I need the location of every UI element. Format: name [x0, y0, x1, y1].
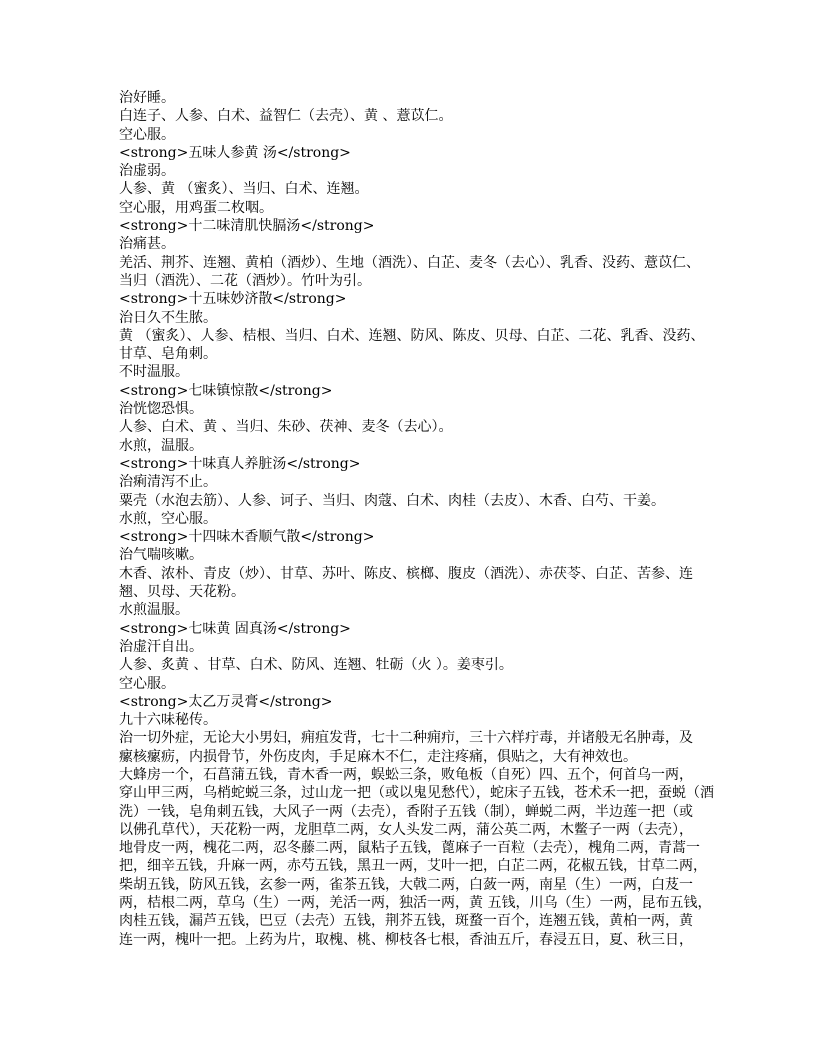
- text-line: <strong>五味人参黄 汤</strong>: [119, 144, 351, 161]
- text-line: 当归（酒洗）、二花（酒炒）。竹叶为引。: [119, 272, 371, 289]
- text-line: 人参、黄 （蜜炙）、当归、白术、连翘。: [119, 181, 369, 198]
- text-line: 治恍惚恐惧。: [119, 401, 203, 418]
- text-line: 治气喘咳嗽。: [119, 547, 203, 564]
- text-line: 粟壳（水泡去筋）、人参、诃子、当归、肉蔻、白术、肉桂（去皮）、木香、白芍、干姜。: [119, 492, 665, 509]
- text-line: 瘰核瘰疬，内损骨节，外伤皮肉，手足麻木不仁，走注疼痛，俱贴之，大有神效也。: [119, 748, 637, 765]
- text-line: 空心服，用鸡蛋二枚咽。: [119, 199, 273, 216]
- text-line: <strong>十五味妙济散</strong>: [119, 291, 347, 308]
- text-line: 九十六味秘传。: [119, 712, 217, 729]
- text-line: 柴胡五钱，防风五钱，玄参一两，雀茶五钱，大戟二两，白蔹一两，南星（生）一两，白芨一: [119, 876, 693, 893]
- text-line: <strong>十味真人养脏汤</strong>: [119, 455, 361, 472]
- text-line: 空心服。: [119, 126, 175, 143]
- text-line: <strong>十二味清肌快膈汤</strong>: [119, 218, 375, 235]
- text-line: 黄 （蜜炙）、人参、桔根、当归、白术、连翘、防风、陈皮、贝母、白芷、二花、乳香、没药、: [119, 327, 705, 344]
- document-page: [119, 89, 729, 949]
- text-line: 把，细辛五钱，升麻一两，赤芍五钱，黑丑一两，艾叶一把，白芷二两，花椒五钱，甘草二两，: [119, 858, 707, 875]
- text-line: 治痛甚。: [119, 236, 175, 253]
- text-line: 人参、白术、黄 、当归、朱砂、茯神、麦冬（去心）。: [119, 419, 453, 436]
- text-line: 木香、浓朴、青皮（炒）、甘草、苏叶、陈皮、槟榔、腹皮（酒洗）、赤茯苓、白芷、苦参、连: [119, 565, 693, 582]
- text-line: 以佛孔草代），天花粉一两，龙胆草二两，女人头发二两，蒲公英二两，木鳖子一两（去壳），: [119, 821, 693, 838]
- text-line: 羌活、荆芥、连翘、黄柏（酒炒）、生地（酒洗）、白芷、麦冬（去心）、乳香、没药、薏苡仁、: [119, 254, 700, 271]
- text-line: 治一切外症，无论大小男妇，痈疽发背，七十二种痈疖，三十六样疔毒，并诸般无名肿毒，及: [119, 730, 693, 747]
- text-line: 两，桔根二两，草乌（生）一两，羌活一两，独活一两，黄 五钱，川乌（生）一两，昆布五钱，: [119, 895, 712, 912]
- text-line: 白连子、人参、白术、益智仁（去壳）、黄 、薏苡仁。: [119, 108, 453, 125]
- text-line: 水煎温服。: [119, 602, 189, 619]
- text-line: 穿山甲三两，乌梢蛇蜕三条，过山龙一把（或以鬼见愁代），蛇床子五钱，苍术禾一把，蚕蜕（酒: [119, 785, 714, 802]
- text-line: 治痢清泻不止。: [119, 474, 217, 491]
- text-line: 水煎，温服。: [119, 437, 203, 454]
- text-line: 不时温服。: [119, 364, 189, 381]
- text-line: <strong>十四味木香顺气散</strong>: [119, 529, 375, 546]
- text-line: 治虚弱。: [119, 163, 175, 180]
- text-line: 翘、贝母、天花粉。: [119, 584, 245, 601]
- text-line: <strong>七味黄 固真汤</strong>: [119, 620, 351, 637]
- text-line: 甘草、皂角刺。: [119, 346, 217, 363]
- text-line: 大蜂房一个，石菖蒲五钱，青木香一两，蜈蚣三条，败龟板（自死）四、五个，何首乌一两，: [119, 766, 693, 783]
- text-line: 地骨皮一两，槐花二两，忍冬藤二两，鼠粘子五钱，蓖麻子一百粒（去壳），槐角二两，青蒿一: [119, 840, 700, 857]
- text-line: 治日久不生脓。: [119, 309, 217, 326]
- text-line: 空心服。: [119, 675, 175, 692]
- text-line: 人参、炙黄 、甘草、白术、防风、连翘、牡砺（火 ）。姜枣引。: [119, 657, 513, 674]
- text-line: 治好睡。: [119, 90, 175, 106]
- text-line: 治虚汗自出。: [119, 638, 203, 655]
- text-line: 肉桂五钱，漏芦五钱，巴豆（去壳）五钱，荆芥五钱，斑蝥一百个，连翘五钱，黄柏一两，黄: [119, 913, 693, 930]
- text-line: 连一两，槐叶一把。上药为片，取槐、桃、柳枝各七根，香油五斤，春浸五日，夏、秋三日，: [119, 931, 693, 948]
- text-line: 水煎，空心服。: [119, 510, 217, 527]
- text-line: 洗）一钱，皂角刺五钱，大风子一两（去壳），香附子五钱（制），蝉蜕二两，半边莲一把（或: [119, 803, 693, 820]
- text-line: <strong>七味镇惊散</strong>: [119, 382, 333, 399]
- text-line: <strong>太乙万灵膏</strong>: [119, 693, 333, 710]
